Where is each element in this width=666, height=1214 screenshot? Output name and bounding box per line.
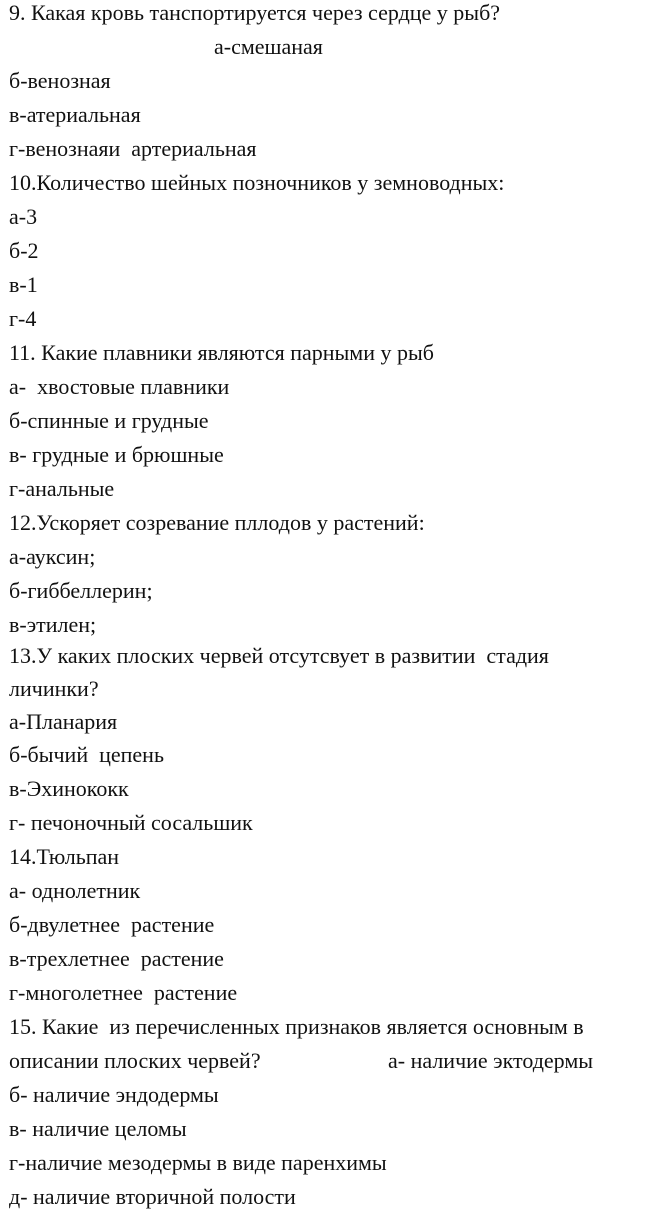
- question-13-option-b: б-бычий цепень: [9, 742, 164, 767]
- question-13-option-g: г- печоночный сосальшик: [9, 810, 253, 835]
- question-13-option-a: а-Планария: [9, 709, 118, 734]
- question-10-text: 10.Количество шейных позночников у земноводных:: [9, 170, 505, 195]
- question-15-option-v: в- наличие целомы: [9, 1116, 187, 1141]
- question-14-option-v: в-трехлетнее растение: [9, 946, 224, 971]
- question-9-option-a: а-смешаная: [214, 34, 323, 59]
- question-10-option-a: а-3: [9, 204, 38, 229]
- question-11-option-v: в- грудные и брюшные: [9, 442, 224, 467]
- question-11-option-g: г-анальные: [9, 476, 115, 501]
- question-12-option-v: в-этилен;: [9, 612, 97, 637]
- question-10-option-v: в-1: [9, 272, 38, 297]
- question-12-text: 12.Ускоряет созревание пллодов у растений:: [9, 510, 425, 535]
- question-13-text-line2: личинки?: [9, 676, 99, 701]
- question-14-option-g: г-многолетнее растение: [9, 980, 238, 1005]
- question-12-option-b: б-гиббеллерин;: [9, 578, 153, 603]
- question-15-option-a: а- наличие эктодермы: [388, 1048, 594, 1073]
- question-13-option-v: в-Эхинококк: [9, 776, 129, 801]
- question-10-option-g: г-4: [9, 306, 37, 331]
- question-14-option-a: а- однолетник: [9, 878, 141, 903]
- question-15-text-line2: описании плоских червей?: [9, 1048, 261, 1073]
- question-15-option-d: д- наличие вторичной полости: [9, 1184, 296, 1209]
- question-11-text: 11. Какие плавники являются парными у рыб: [9, 340, 434, 365]
- question-9-option-g: г-венознаяи артериальная: [9, 136, 257, 161]
- question-9-option-b: б-венозная: [9, 68, 111, 93]
- question-11-option-a: а- хвостовые плавники: [9, 374, 230, 399]
- question-14-text: 14.Тюльпан: [9, 844, 120, 869]
- question-10-option-b: б-2: [9, 238, 39, 263]
- question-11-option-b: б-спинные и грудные: [9, 408, 209, 433]
- question-15-text-line1: 15. Какие из перечисленных признаков является основным в: [9, 1014, 584, 1039]
- question-15-option-g: г-наличие мезодермы в виде паренхимы: [9, 1150, 387, 1175]
- question-13-text-line1: 13.У каких плоских червей отсутсвует в развитии стадия: [9, 643, 549, 668]
- question-9-text: 9. Какая кровь танспортируется через сердце у рыб?: [9, 0, 501, 25]
- question-14-option-b: б-двулетнее растение: [9, 912, 215, 937]
- question-15-option-b: б- наличие эндодермы: [9, 1082, 219, 1107]
- question-12-option-a: а-ауксин;: [9, 544, 96, 569]
- question-9-option-v: в-атериальная: [9, 102, 141, 127]
